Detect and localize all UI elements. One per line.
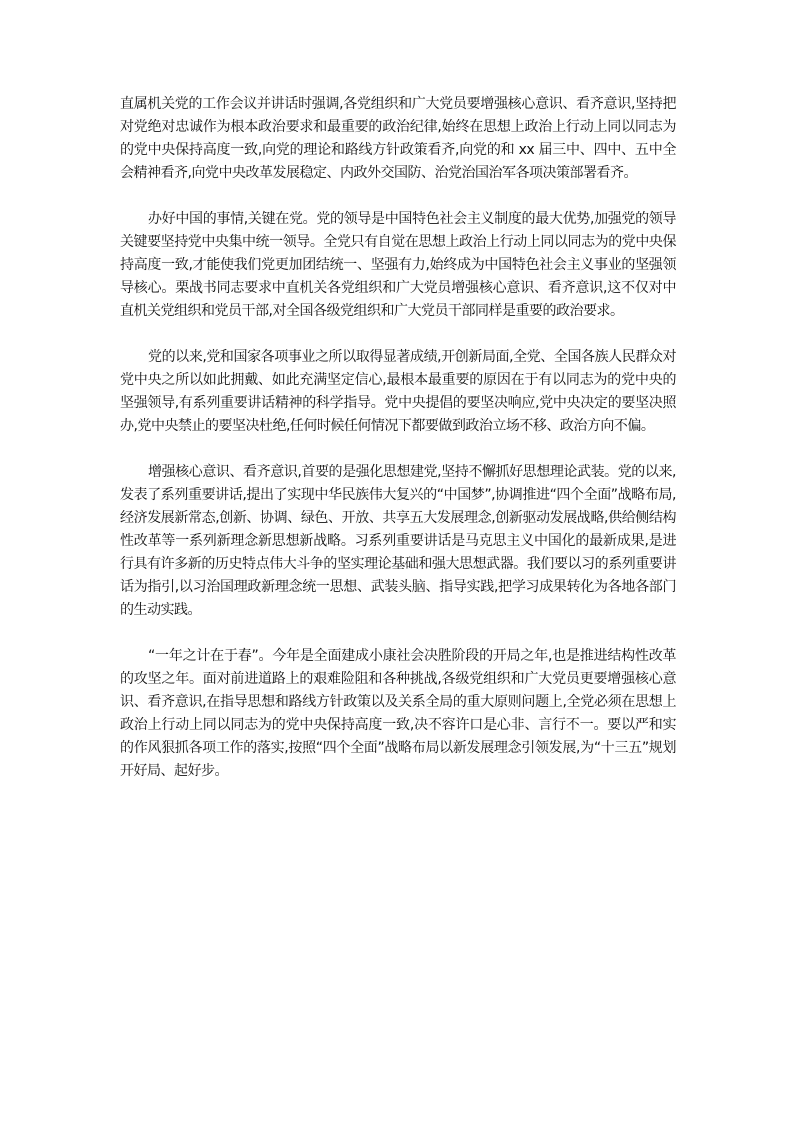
paragraph-1: 直属机关党的工作会议并讲话时强调,各党组织和广大党员要增强核心意识、看齐意识,坚持把对党绝对忠诚作为根本政治要求和最重要的政治纪律,始终在思想上政治上行动上同以同志为的党中央保持高度一致,向党的理论和路线方针政策看齐,向党的和 xx 届三中、四中、五中全会精神看齐,向党中央改革发展稳定、内政外交国防、治党治国治军各项决策部署看齐。 — [120, 96, 676, 181]
paragraph-4: 增强核心意识、看齐意识,首要的是强化思想建党,坚持不懈抓好思想理论武装。党的以来,发表了系列重要讲话,提出了实现中华民族伟大复兴的“中国梦”,协调推进“四个全面”战略布局,经济发展新常态,创新、协调、绿色、开放、共享五大发展理念,创新驱动发展战略,供给侧结构性改革等一系列新理念新思想新战略。习系列重要讲话是马克思主义中国化的最新成果,是进行具有许多新的历史特点伟大斗争的坚实理论基础和强大思想武器。我们要以习的系列重要讲话为指引,以习治国理政新理念统一思想、武装头脑、指导实践,把学习成果转化为各地各部门的生动实践。 — [120, 464, 676, 618]
document-body — [120, 93, 676, 806]
paragraph-3: 党的以来,党和国家各项事业之所以取得显著成绩,开创新局面,全党、全国各族人民群众对党中央之所以如此拥戴、如此充满坚定信心,最根本最重要的原因在于有以同志为的党中央的坚强领导,有系列重要讲话精神的科学指导。党中央提倡的要坚决响应,党中央决定的要坚决照办,党中央禁止的要坚决杜绝,任何时候任何情况下都要做到政治立场不移、政治方向不偏。 — [120, 349, 676, 434]
paragraph-5: “一年之计在于春”。今年是全面建成小康社会决胜阶段的开局之年,也是推进结构性改革的攻坚之年。面对前进道路上的艰难险阻和各种挑战,各级党组织和广大党员更要增强核心意识、看齐意识,在指导思想和路线方针政策以及关系全局的重大原则问题上,全党必须在思想上政治上行动上同以同志为的党中央保持高度一致,决不容许口是心非、言行不一。要以严和实的作风狠抓各项工作的落实,按照“四个全面”战略布局以新发展理念引领发展,为“十三五”规划开好局、起好步。 — [120, 648, 676, 779]
paragraph-2: 办好中国的事情,关键在党。党的领导是中国特色社会主义制度的最大优势,加强党的领导关键要坚持党中央集中统一领导。全党只有自觉在思想上政治上行动上同以同志为的党中央保持高度一致,才能使我们党更加团结统一、坚强有力,始终成为中国特色社会主义事业的坚强领导核心。栗战书同志要求中直机关各党组织和广大党员增强核心意识、看齐意识,这不仅对中直机关党组织和党员干部,对全国各级党组织和广大党员干部同样是重要的政治要求。 — [120, 211, 676, 319]
